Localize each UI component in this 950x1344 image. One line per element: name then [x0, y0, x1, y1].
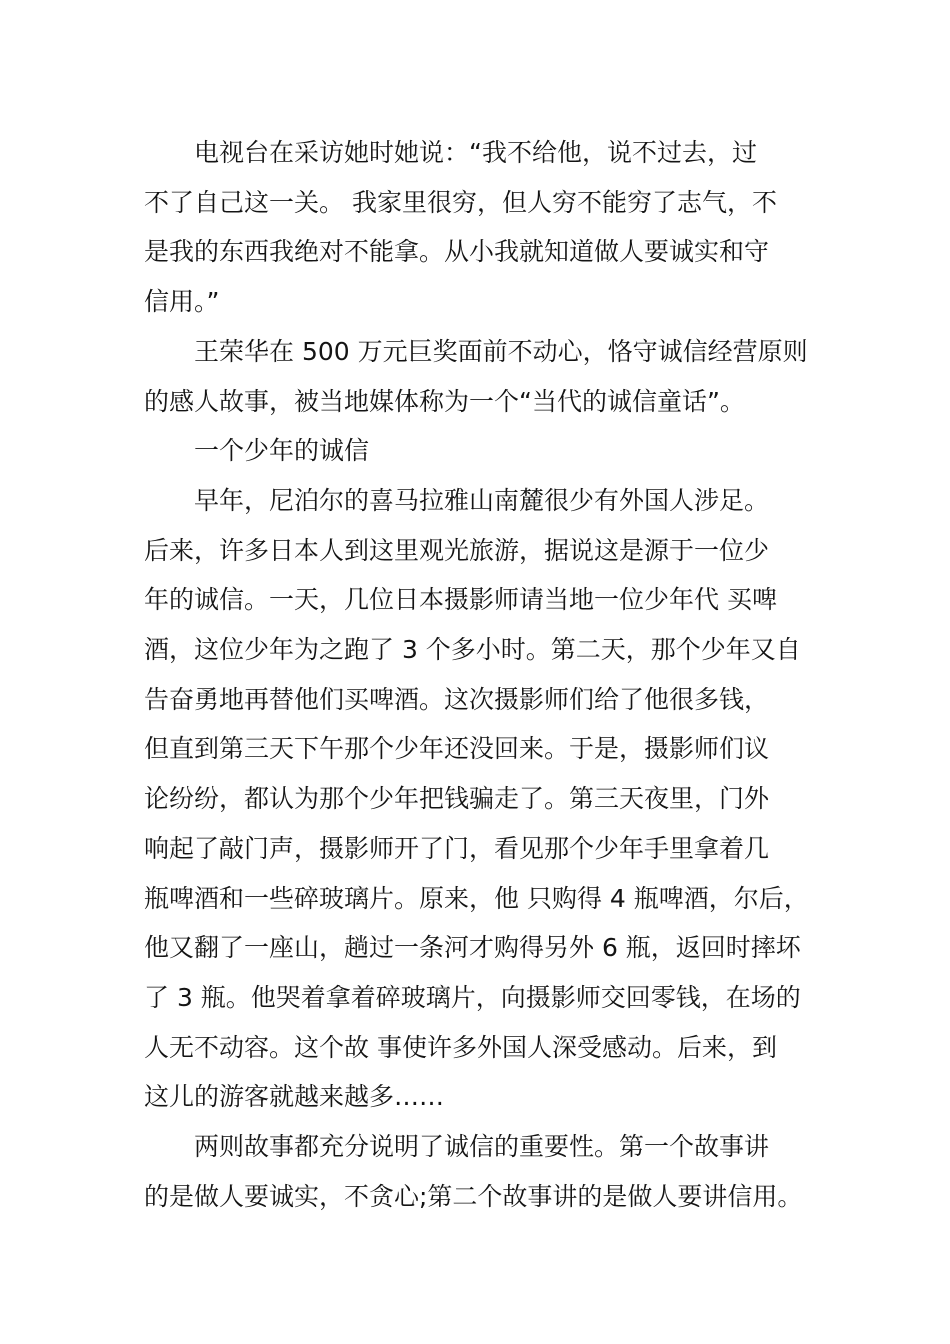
text-line: 论纷纷，都认为那个少年把钱骗走了。第三天夜里，门外 [144, 784, 770, 814]
paragraph-interview-quote [144, 128, 824, 327]
document-body [144, 128, 824, 1221]
text-line: 人无不动容。这个故 事使许多外国人深受感动。后来，到 [144, 1032, 777, 1062]
text-line: 瓶啤酒和一些碎玻璃片。原来，他 只购得 4 瓶啤酒，尔后， [144, 883, 809, 913]
text-line: 酒，这位少年为之跑了 3 个多小时。第二天，那个少年又自 [144, 635, 801, 665]
text-line: 但直到第三天下午那个少年还没回来。于是，摄影师们议 [144, 734, 770, 764]
text-line: 的感人故事，被当地媒体称为一个“当代的诚信童话”。 [144, 386, 745, 416]
paragraph-boy-story [144, 476, 824, 1122]
text-line: 电视台在采访她时她说：“我不给他，说不过去，过 [194, 138, 757, 167]
text-line: 两则故事都充分说明了诚信的重要性。第一个故事讲 [194, 1132, 770, 1162]
text-line: 不了自己这一关。 我家里很穷，但人穷不能穷了志气，不 [144, 187, 777, 217]
paragraph-wang-ronghua [144, 327, 824, 426]
text-line: 了 3 瓶。他哭着拿着碎玻璃片，向摄影师交回零钱，在场的 [144, 982, 801, 1012]
paragraph-conclusion [144, 1122, 824, 1221]
section-heading [144, 426, 824, 476]
text-line: 他又翻了一座山，趟过一条河才购得另外 6 瓶，返回时摔坏 [144, 933, 801, 963]
text-line: 年的诚信。一天，几位日本摄影师请当地一位少年代 买啤 [144, 585, 777, 615]
text-line: 的是做人要诚实，不贪心;第二个故事讲的是做人要讲信用。 [144, 1181, 803, 1211]
text-line: 后来，许多日本人到这里观光旅游，据说这是源于一位少 [144, 535, 770, 565]
text-line: 这儿的游客就越来越多…… [144, 1082, 445, 1112]
text-line: 早年，尼泊尔的喜马拉雅山南麓很少有外国人涉足。 [194, 485, 770, 515]
text-line: 王荣华在 500 万元巨奖面前不动心，恪守诚信经营原则 [194, 336, 808, 366]
text-line: 是我的东西我绝对不能拿。从小我就知道做人要诚实和守 [144, 237, 770, 267]
text-line: 响起了敲门声，摄影师开了门，看见那个少年手里拿着几 [144, 833, 770, 863]
text-line: 告奋勇地再替他们买啤酒。这次摄影师们给了他很多钱， [144, 684, 770, 714]
text-line: 信用。” [144, 287, 220, 317]
heading-text: 一个少年的诚信 [194, 436, 370, 466]
